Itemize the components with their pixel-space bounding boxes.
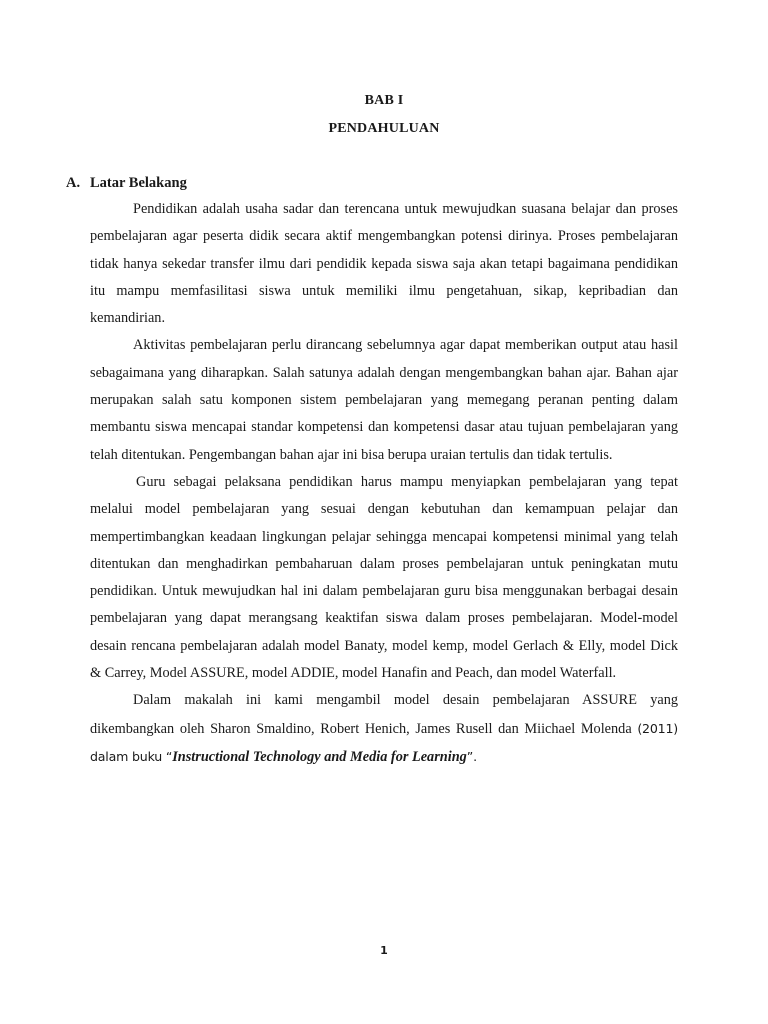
section-heading (66, 175, 187, 192)
body-text (90, 196, 678, 771)
citation-text: (2011) dalam buku “ (90, 720, 679, 764)
paragraph: Pendidikan adalah usaha sadar dan terencana untuk mewujudkan suasana belajar dan proses pembelajaran agar peserta didik secara aktif mengembangkan potensi dirinya. Proses pembelajaran tidak hanya sekedar transfer ilmu dari pendidik kepada siswa saja akan tetapi bagaimana pendidikan itu mampu memfasilitasi siswa untuk memiliki ilmu pengetahuan, sikap, kepribadian dan kemandirian. (90, 201, 678, 327)
closing-quote: ”. (466, 748, 477, 764)
section-marker: A. (66, 175, 81, 191)
paragraph: Aktivitas pembelajaran perlu dirancang sebelumnya agar dapat memberikan output atau hasil sebagaimana yang diharapkan. Salah satunya adalah dengan mengembangkan bahan ajar. Bahan ajar merupakan salah satu komponen sistem pembelajaran yang memegang peranan penting dalam membantu siswa mencapai standar kompetensi dan kompetensi dasar atau tujuan pembelajaran yang telah ditentukan. Pengembangan bahan ajar ini bisa berupa uraian tertulis dan tidak tertulis. (90, 337, 678, 463)
chapter-title: PENDAHULUAN (328, 121, 440, 136)
book-title: Instructional Technology and Media for Learning (172, 748, 467, 765)
section-title: Latar Belakang (90, 175, 187, 191)
chapter-number: BAB I (364, 93, 404, 108)
paragraph-text: Dalam makalah ini kami mengambil model desain pembelajaran ASSURE yang dikembangkan oleh Sharon Smaldino, Robert Henich, James Rusell dan Miichael Molenda (90, 692, 678, 737)
paragraph: Guru sebagai pelaksana pendidikan harus mampu menyiapkan pembelajaran yang tepat melalui model pembelajaran yang sesuai dengan kebutuhan dan kemampuan pelajar dan mempertimbangkan keadaan lingkungan pelajar sehingga mencapai kompetensi minimal yang telah ditentukan dan menghadirkan pembaharuan dalam proses pembelajaran untuk peningkatan mutu pendidikan. Untuk mewujudkan hal ini dalam pembelajaran guru bisa menggunakan berbagai desain pembelajaran yang dapat merangsang keaktifan siswa dalam proses pembelajaran. Model-model desain rencana pembelajaran adalah model Banaty, model kemp, model Gerlach & Elly, model Dick & Carrey, Model ASSURE, model ADDIE, model Hanafin and Peach, dan model Waterfall. (90, 473, 678, 682)
paragraph (90, 687, 678, 771)
page-number: 1 (380, 944, 388, 957)
